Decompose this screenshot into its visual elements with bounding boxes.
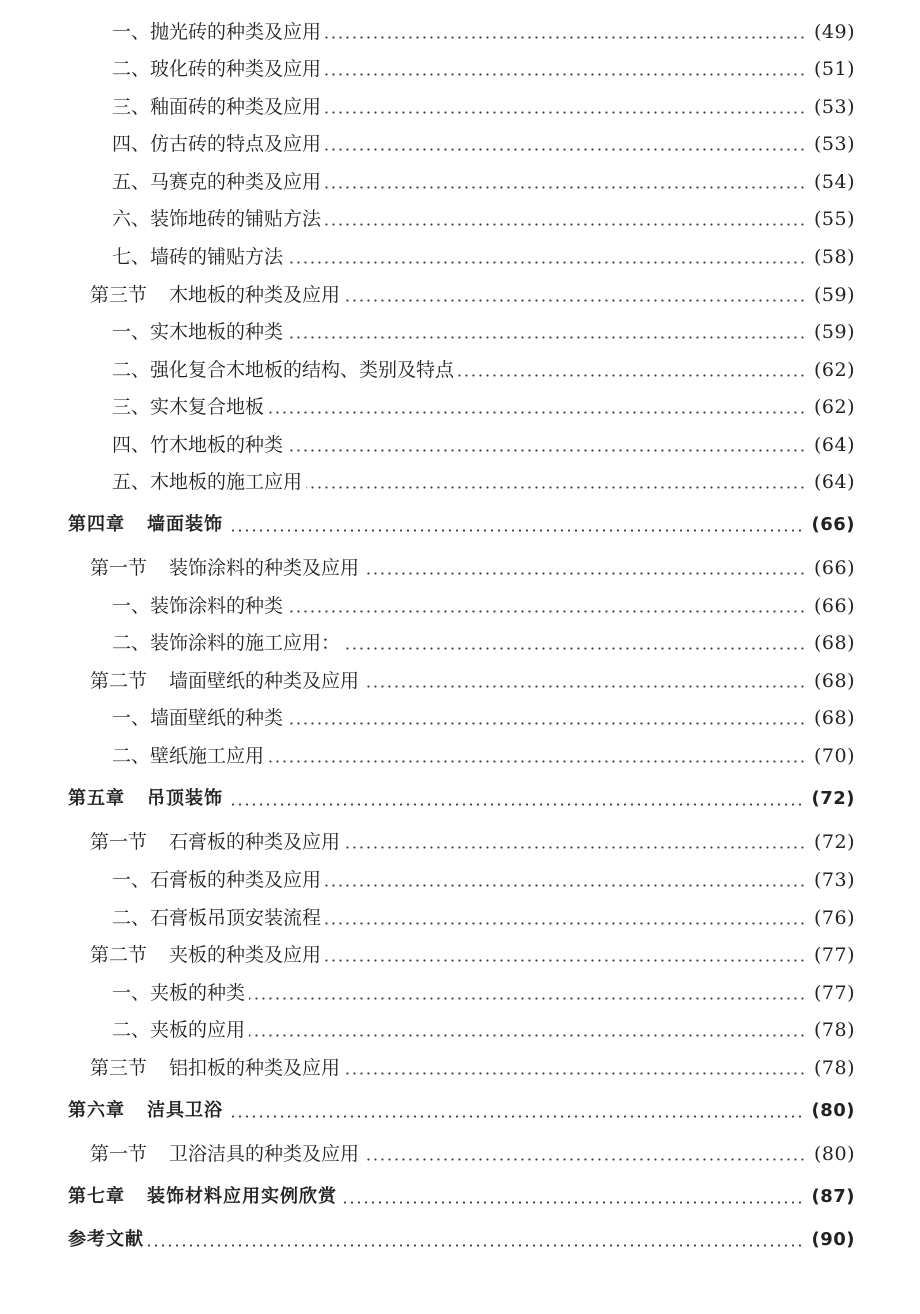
dot-leader — [325, 73, 806, 76]
toc-entry-page-number: (64) — [813, 471, 855, 493]
toc-entry-title — [90, 827, 340, 857]
toc-entry-title — [112, 392, 264, 422]
toc-entry-item — [112, 703, 855, 733]
toc-entry-text: 六、装饰地砖的铺贴方法 — [112, 208, 322, 230]
toc-entry-title — [68, 1225, 144, 1255]
toc-entry-page-number: (80) — [813, 1143, 855, 1165]
toc-entry-title — [90, 1139, 359, 1169]
toc-entry-text: 吊顶装饰 — [147, 788, 223, 809]
toc-entry-text: 木地板的种类及应用 — [169, 284, 341, 306]
toc-entry-page-number: (73) — [813, 869, 855, 891]
dot-leader — [325, 884, 806, 887]
toc-entry-title — [90, 940, 321, 970]
toc-entry-title — [90, 1053, 340, 1083]
toc-entry-title — [68, 784, 223, 814]
toc-entry-title — [68, 1182, 337, 1212]
toc-entry-text: 二、装饰涂料的施工应用： — [112, 632, 341, 654]
toc-entry-chapter — [68, 1182, 855, 1212]
dot-leader — [325, 148, 806, 151]
toc-entry-item — [112, 17, 855, 47]
toc-entry-page-number: (68) — [813, 632, 855, 654]
toc-entry-page-number: (68) — [813, 670, 855, 692]
toc-entry-section — [90, 280, 855, 310]
toc-entry-item — [112, 242, 855, 272]
toc-entry-title — [90, 280, 340, 310]
dot-leader — [325, 36, 806, 39]
dot-leader — [249, 997, 806, 1000]
toc-entry-title — [112, 978, 245, 1008]
toc-entry-text: 二、夹板的应用 — [112, 1019, 246, 1041]
toc-entry-text: 铝扣板的种类及应用 — [169, 1057, 341, 1079]
toc-entry-section — [90, 827, 855, 857]
toc-entry-number: 第四章 — [68, 514, 125, 535]
toc-entry-text: 一、夹板的种类 — [112, 982, 246, 1004]
toc-entry-title — [112, 1015, 245, 1045]
toc-entry-item — [112, 204, 855, 234]
toc-entry-page-number: (55) — [813, 208, 855, 230]
toc-entry-item — [112, 865, 855, 895]
toc-entry-item — [112, 903, 855, 933]
toc-entry-number: 第三节 — [90, 1057, 148, 1079]
toc-entry-page-number: (77) — [813, 982, 855, 1004]
toc-entry-title — [112, 167, 321, 197]
toc-entry-item — [112, 317, 855, 347]
toc-entry-text: 石膏板的种类及应用 — [169, 831, 341, 853]
toc-entry-section — [90, 553, 855, 583]
toc-entry-page-number: (90) — [811, 1229, 855, 1250]
toc-entry-title — [112, 355, 454, 385]
toc-entry-title — [112, 204, 321, 234]
toc-entry-text: 参考文献 — [68, 1229, 144, 1250]
dot-leader — [458, 374, 806, 377]
toc-entry-page-number: (58) — [813, 246, 855, 268]
toc-entry-item — [112, 978, 855, 1008]
dot-leader — [325, 959, 806, 962]
dot-leader — [148, 1244, 803, 1247]
toc-entry-text: 一、石膏板的种类及应用 — [112, 869, 322, 891]
dot-leader — [325, 186, 806, 189]
toc-entry-text: 一、实木地板的种类 — [112, 321, 284, 343]
toc-entry-number: 第三节 — [90, 284, 148, 306]
toc-entry-text: 卫浴洁具的种类及应用 — [169, 1143, 360, 1165]
toc-entry-text: 洁具卫浴 — [147, 1100, 223, 1121]
toc-entry-chapter — [68, 1225, 855, 1255]
toc-entry-text: 三、实木复合地板 — [112, 396, 265, 418]
toc-entry-item — [112, 92, 855, 122]
toc-entry-item — [112, 430, 855, 460]
toc-entry-page-number: (53) — [813, 133, 855, 155]
dot-leader — [325, 223, 806, 226]
toc-entry-text: 一、抛光砖的种类及应用 — [112, 21, 322, 43]
toc-entry-text: 七、墙砖的铺贴方法 — [112, 246, 284, 268]
dot-leader — [363, 685, 806, 688]
toc-entry-text: 五、马赛克的种类及应用 — [112, 171, 322, 193]
toc-entry-item — [112, 129, 855, 159]
dot-leader — [227, 803, 803, 806]
toc-entry-title — [112, 903, 321, 933]
toc-entry-text: 墙面壁纸的种类及应用 — [169, 670, 360, 692]
dot-leader — [287, 449, 806, 452]
toc-entry-title — [90, 666, 359, 696]
toc-entry-title — [112, 92, 321, 122]
toc-entry-page-number: (62) — [813, 359, 855, 381]
toc-entry-text: 二、壁纸施工应用 — [112, 745, 265, 767]
toc-entry-section — [90, 666, 855, 696]
toc-entry-page-number: (78) — [813, 1057, 855, 1079]
toc-entry-number: 第六章 — [68, 1100, 125, 1121]
toc-entry-text: 装饰涂料的种类及应用 — [169, 557, 360, 579]
toc-entry-item — [112, 1015, 855, 1045]
dot-leader — [341, 1201, 803, 1204]
dot-leader — [363, 572, 806, 575]
toc-entry-number: 第五章 — [68, 788, 125, 809]
toc-entry-text: 三、釉面砖的种类及应用 — [112, 96, 322, 118]
toc-entry-number: 第二节 — [90, 944, 148, 966]
toc-entry-title — [68, 1096, 223, 1126]
toc-entry-page-number: (62) — [813, 396, 855, 418]
toc-entry-text: 二、石膏板吊顶安装流程 — [112, 907, 322, 929]
toc-entry-page-number: (72) — [813, 831, 855, 853]
toc-entry-title — [112, 591, 283, 621]
toc-entry-title — [112, 703, 283, 733]
toc-entry-page-number: (70) — [813, 745, 855, 767]
toc-entry-text: 墙面装饰 — [147, 514, 223, 535]
dot-leader — [268, 760, 806, 763]
toc-entry-page-number: (49) — [813, 21, 855, 43]
toc-entry-chapter — [68, 510, 855, 540]
dot-leader — [287, 336, 806, 339]
toc-entry-text: 二、强化复合木地板的结构、类别及特点 — [112, 359, 455, 381]
toc-entry-title — [112, 628, 340, 658]
toc-entry-text: 二、玻化砖的种类及应用 — [112, 58, 322, 80]
toc-entry-section — [90, 1139, 855, 1169]
toc-entry-item — [112, 741, 855, 771]
dot-leader — [344, 846, 806, 849]
dot-leader — [287, 610, 806, 613]
toc-entry-title — [112, 17, 321, 47]
toc-entry-title — [112, 317, 283, 347]
dot-leader — [287, 722, 806, 725]
toc-entry-number: 第一节 — [90, 557, 148, 579]
toc-entry-text: 夹板的种类及应用 — [169, 944, 322, 966]
dot-leader — [249, 1034, 806, 1037]
toc-entry-page-number: (76) — [813, 907, 855, 929]
toc-entry-page-number: (87) — [811, 1186, 855, 1207]
toc-entry-title — [112, 865, 321, 895]
toc-entry-item — [112, 355, 855, 385]
dot-leader — [268, 411, 806, 414]
toc-entry-chapter — [68, 784, 855, 814]
toc-entry-text: 装饰材料应用实例欣赏 — [147, 1186, 337, 1207]
toc-entry-section — [90, 940, 855, 970]
toc-entry-page-number: (78) — [813, 1019, 855, 1041]
toc-entry-page-number: (77) — [813, 944, 855, 966]
dot-leader — [344, 647, 806, 650]
dot-leader — [344, 1072, 806, 1075]
toc-entry-title — [112, 430, 283, 460]
toc-entry-page-number: (59) — [813, 321, 855, 343]
toc-entry-text: 四、竹木地板的种类 — [112, 434, 284, 456]
toc-entry-title — [112, 242, 283, 272]
toc-entry-item — [112, 54, 855, 84]
toc-entry-page-number: (59) — [813, 284, 855, 306]
toc-entry-page-number: (51) — [813, 58, 855, 80]
toc-entry-item — [112, 591, 855, 621]
toc-entry-page-number: (68) — [813, 707, 855, 729]
dot-leader — [363, 1158, 806, 1161]
toc-entry-title — [90, 553, 359, 583]
toc-entry-chapter — [68, 1096, 855, 1126]
toc-entry-page-number: (53) — [813, 96, 855, 118]
toc-entry-page-number: (80) — [811, 1100, 855, 1121]
toc-entry-title — [112, 129, 321, 159]
toc-entry-item — [112, 467, 855, 497]
toc-entry-title — [112, 741, 264, 771]
dot-leader — [325, 111, 806, 114]
dot-leader — [344, 299, 806, 302]
dot-leader — [227, 1115, 803, 1118]
toc-entry-item — [112, 392, 855, 422]
toc-entry-title — [112, 467, 302, 497]
dot-leader — [227, 529, 803, 532]
toc-entry-item — [112, 167, 855, 197]
toc-entry-item — [112, 628, 855, 658]
toc-entry-page-number: (54) — [813, 171, 855, 193]
toc-entry-page-number: (72) — [811, 788, 855, 809]
toc-entry-text: 一、装饰涂料的种类 — [112, 595, 284, 617]
dot-leader — [325, 922, 806, 925]
toc-entry-page-number: (66) — [813, 557, 855, 579]
toc-entry-text: 四、仿古砖的特点及应用 — [112, 133, 322, 155]
toc-entry-title — [112, 54, 321, 84]
toc-entry-page-number: (66) — [811, 514, 855, 535]
dot-leader — [287, 261, 806, 264]
toc-entry-number: 第一节 — [90, 831, 148, 853]
toc-entry-page-number: (66) — [813, 595, 855, 617]
toc-entry-number: 第七章 — [68, 1186, 125, 1207]
toc-entry-number: 第一节 — [90, 1143, 148, 1165]
toc-entry-title — [68, 510, 223, 540]
toc-entry-text: 五、木地板的施工应用 — [112, 471, 303, 493]
toc-entry-page-number: (64) — [813, 434, 855, 456]
toc-entry-section — [90, 1053, 855, 1083]
dot-leader — [306, 486, 806, 489]
toc-entry-text: 一、墙面壁纸的种类 — [112, 707, 284, 729]
toc-entry-number: 第二节 — [90, 670, 148, 692]
